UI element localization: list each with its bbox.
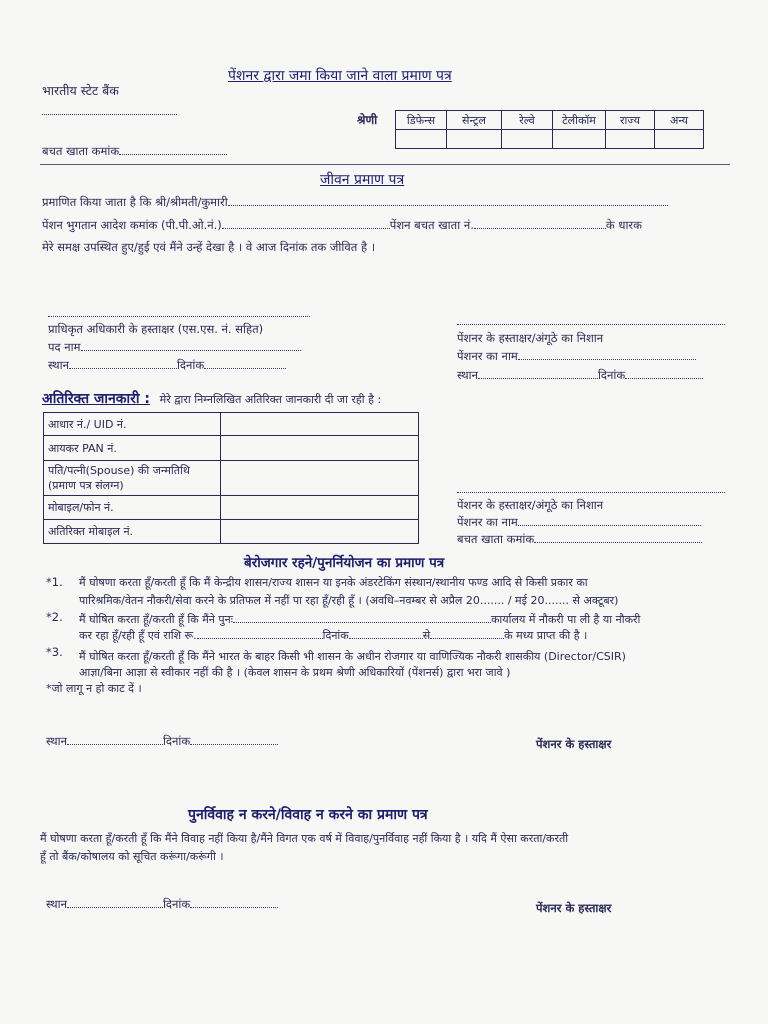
post-name-field[interactable] — [81, 340, 301, 351]
bank-branch-field[interactable] — [42, 104, 177, 118]
spouse-dob-field[interactable] — [221, 461, 419, 496]
date-label: दिनांक — [176, 358, 205, 372]
p2-text-a: मैं घोषित करता हूँ/करती हूँ कि मैंने पुनः — [79, 613, 233, 626]
pensioner-name-row-2 — [457, 515, 701, 530]
place-field[interactable] — [478, 368, 598, 379]
pensioner-sign-field-2[interactable] — [457, 482, 725, 496]
account-field[interactable] — [534, 532, 702, 543]
account-number-field[interactable] — [42, 144, 227, 159]
p1-line2: पारिश्रमिक/वेतन नौकरी/सेवा करने के प्रतिफल में नहीं पा रहा हूँ/रही हूँ । (अवधि–नवम्बर से अप्रैल 20....... / मई 20....... से अक्टूबर) — [79, 594, 619, 607]
post-name-row — [48, 340, 301, 355]
category-checkbox[interactable] — [396, 130, 447, 149]
place-field[interactable] — [69, 358, 177, 369]
remarriage-place-date-row — [46, 897, 278, 912]
divider — [40, 164, 730, 165]
holder-text: के धारक — [605, 218, 642, 232]
officer-sign-field[interactable] — [48, 306, 310, 320]
unemployment-title: बेरोजगार रहने/पुनर्नियोजन का प्रमाण पत्र — [244, 555, 445, 571]
name-field[interactable] — [228, 195, 668, 206]
category-checkbox[interactable] — [553, 130, 606, 149]
date-label: दिनांक — [597, 368, 626, 382]
pan-field[interactable] — [221, 436, 419, 461]
aadhaar-field[interactable] — [221, 413, 419, 436]
date-label: दिनांक — [322, 629, 349, 642]
additional-info-row — [42, 389, 381, 408]
life-cert-line3: मेरे समक्ष उपस्थित हुए/हुई एवं मैंने उन्हें देखा है । वे आज दिनांक तक जीवित है । — [42, 240, 376, 254]
info-label: अतिरिक्त मोबाइल नं. — [44, 520, 221, 544]
additional-info-intro: मेरे द्वारा निम्नलिखित अतिरिक्त जानकारी दी जा रही है : — [159, 393, 382, 406]
remarriage-line1: मैं घोषणा करता हूँ/करती हूँ कि मैंने विवाह नहीं किया है/मैंने विगत एक वर्ष में विवाह/पुनर्विवाह नहीं किया है । यदि मैं ऐसा करता/करती — [40, 832, 569, 845]
p3-num: *3. — [46, 645, 63, 659]
amount-field[interactable] — [197, 628, 323, 639]
place-label: स्थान — [457, 368, 478, 382]
officer-place-date-row — [48, 358, 286, 373]
additional-info-table — [43, 412, 419, 544]
place-field[interactable] — [67, 734, 163, 745]
info-label — [44, 461, 221, 496]
pensioner-name-label: पेंशनर का नाम — [457, 515, 518, 529]
unemp-place-date-row — [46, 734, 278, 749]
category-checkbox[interactable] — [447, 130, 502, 149]
category-checkbox[interactable] — [502, 130, 553, 149]
pension-account-label: पेंशन बचत खाता नं. — [389, 218, 474, 232]
category-cell: सेन्ट्रल — [447, 111, 502, 130]
remarriage-sign-label: पेंशनर के हस्ताक्षर — [536, 901, 612, 915]
category-checkbox[interactable] — [606, 130, 655, 149]
category-cell: डिफेन्स — [396, 111, 447, 130]
spouse-dob-label: पति/पत्नी(Spouse) की जन्मतिथि — [48, 464, 190, 477]
date-field[interactable] — [204, 358, 286, 369]
p2-text-b: कार्यालय में नौकरी पा ली है या नौकरी — [490, 613, 641, 626]
place-label: स्थान — [46, 734, 67, 748]
place-label: स्थान — [48, 358, 69, 372]
life-cert-title: जीवन प्रमाण पत्र — [320, 172, 405, 188]
p2-line2 — [79, 628, 587, 643]
post-name-label: पद नाम — [48, 340, 81, 354]
pensioner-name-row — [457, 349, 696, 364]
pensioner-name-field[interactable] — [518, 349, 696, 360]
account-label: बचत खाता कमांक — [42, 144, 120, 158]
certify-text: प्रमाणित किया जाता है कि श्री/श्रीमती/कुमारी — [42, 195, 228, 209]
life-cert-line2 — [42, 218, 642, 233]
date-field[interactable] — [625, 368, 703, 379]
p1-num: *1. — [46, 575, 63, 589]
date-label: दिनांक — [162, 897, 191, 911]
p2-line1 — [79, 612, 640, 627]
pensioner-place-date-row — [457, 368, 703, 383]
date-field[interactable] — [349, 628, 423, 639]
date-field[interactable] — [190, 897, 278, 908]
unemp-sign-label: पेंशनर के हस्ताक्षर — [536, 737, 612, 751]
p2-text-d: के मध्य प्राप्त की है । — [504, 629, 588, 642]
main-title: पेंशनर द्वारा जमा किया जाने वाला प्रमाण पत्र — [228, 68, 452, 84]
additional-info-heading: अतिरिक्त जानकारी : — [42, 391, 150, 407]
remarriage-title: पुनर्विवाह न करने/विवाह न करने का प्रमाण पत्र — [188, 807, 428, 823]
info-label: मोबाइल/फोन नं. — [44, 496, 221, 520]
pension-account-field[interactable] — [474, 218, 606, 229]
account-row-2 — [457, 532, 702, 547]
pensioner-name-field[interactable] — [518, 515, 701, 526]
bank-name: भारतीय स्टेट बैंक — [42, 83, 119, 98]
amount-label: कर रहा हूँ/रही हूँ एवं राशि रू. — [79, 629, 197, 642]
office-field[interactable] — [233, 612, 491, 623]
place-field[interactable] — [67, 897, 163, 908]
category-table — [395, 110, 704, 149]
category-cell: टेलीकॉम — [553, 111, 606, 130]
info-label: आधार नं./ UID नं. — [44, 413, 221, 436]
remarriage-line2: हूँ तो बैंक/कोषालय को सूचित करूंगा/करूंगी । — [40, 850, 224, 863]
p2-num: *2. — [46, 610, 63, 624]
alt-mobile-field[interactable] — [221, 520, 419, 544]
p3-line1: मैं घोषित करता हूँ/करती हूँ कि मैंने भारत के बाहर किसी भी शासन के अधीन रोजगार या वाणिज्यिक नौकरी शासकीय (Director/CSIR) — [79, 650, 626, 663]
category-cell: अन्य — [655, 111, 704, 130]
p1-line1: मैं घोषणा करता हूँ/करती हूँ कि मैं केन्द्रीय शासन/राज्य शासन या इनके अंडरटेकिंग संस्थान/स्थानीय फण्ड आदि से किसी प्रकार का — [79, 576, 588, 589]
strike-note: *जो लागू न हो काट दें । — [46, 682, 142, 695]
category-label: श्रेणी — [357, 113, 378, 127]
account-label: बचत खाता कमांक — [457, 532, 535, 546]
pensioner-name-label: पेंशनर का नाम — [457, 349, 518, 363]
spouse-dob-sub: (प्रमाण पत्र संलग्न) — [48, 479, 124, 492]
pensioner-sign-label: पेंशनर के हस्ताक्षर/अंगूठे का निशान — [457, 331, 604, 345]
from-label: से — [422, 629, 431, 642]
category-cell: राज्य — [606, 111, 655, 130]
p3-line2: आज्ञा/बिना आज्ञा से स्वीकार नहीं की है । (केवल शासन के प्रथम श्रेणी अधिकारियों (पेंशनर्स) द्वारा भरा जावे ) — [79, 666, 511, 679]
mobile-field[interactable] — [221, 496, 419, 520]
life-cert-line1 — [42, 195, 668, 210]
ppo-label: पेंशन भुगतान आदेश कमांक (पी.पी.ओ.नं.) — [42, 218, 222, 232]
ppo-field[interactable] — [222, 218, 390, 229]
date-label: दिनांक — [162, 734, 191, 748]
place-label: स्थान — [46, 897, 67, 911]
date-field[interactable] — [190, 734, 278, 745]
category-cell: रेल्वे — [502, 111, 553, 130]
pensioner-sign-label-2: पेंशनर के हस्ताक्षर/अंगूठे का निशान — [457, 498, 604, 512]
pensioner-sign-field[interactable] — [457, 314, 725, 328]
officer-sign-label: प्राधिकृत अधिकारी के हस्ताक्षर (एस.एस. नं. सहित) — [48, 322, 264, 336]
category-checkbox[interactable] — [655, 130, 704, 149]
info-label: आयकर PAN नं. — [44, 436, 221, 461]
to-field[interactable] — [430, 628, 504, 639]
